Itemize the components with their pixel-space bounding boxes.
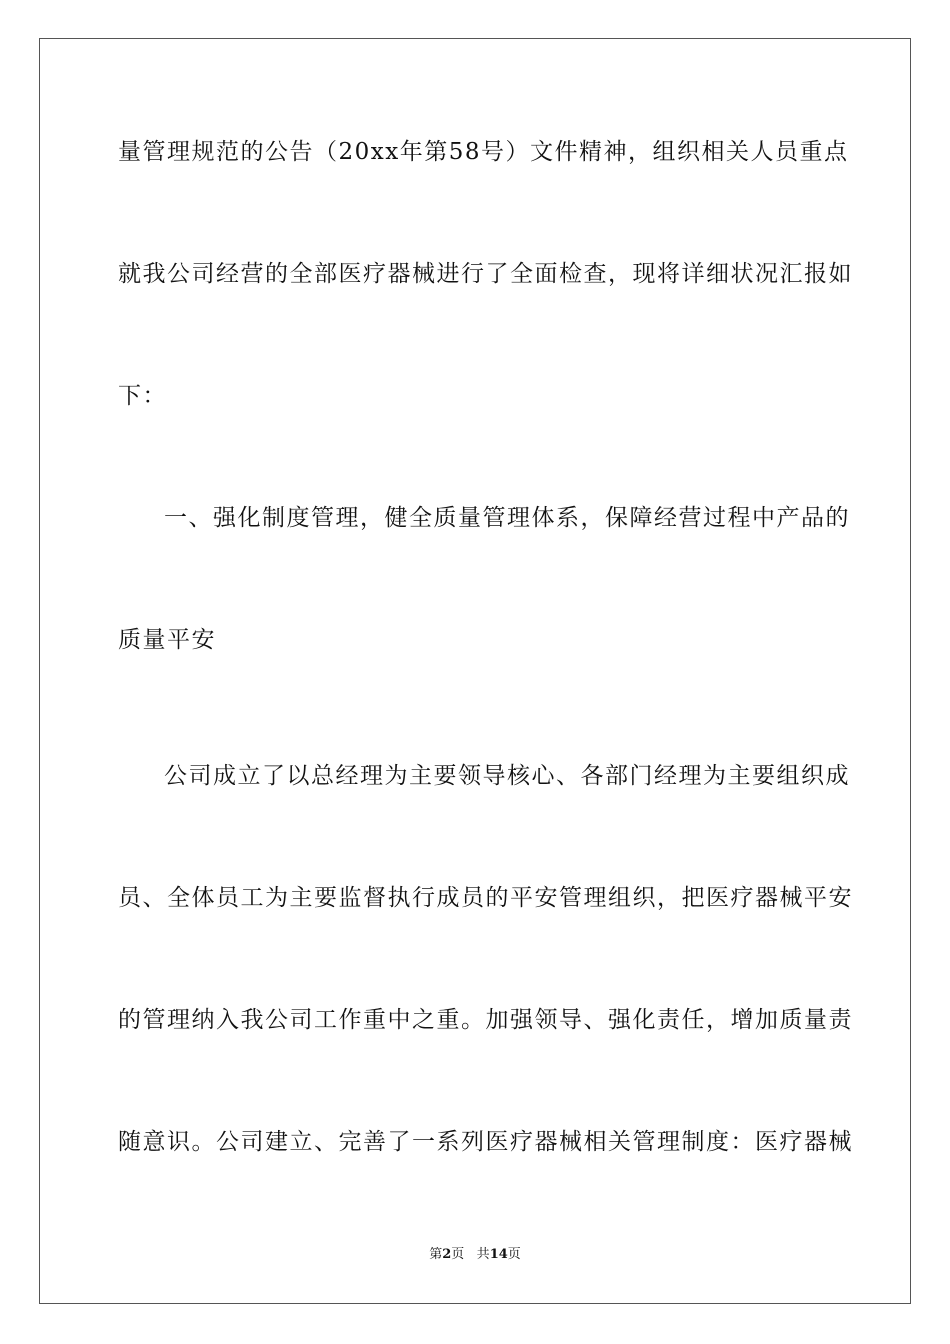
body-line-8: 的管理纳入我公司工作重中之重。加强领导、强化责任，增加质量责 [118,1007,853,1033]
page-footer [0,1246,950,1264]
section-heading-line-2: 质量平安 [118,627,216,653]
footer-page-suffix: 页 [451,1247,465,1262]
body-line-6: 公司成立了以总经理为主要领导核心、各部门经理为主要组织成 [164,763,850,789]
body-line-1: 量管理规范的公告（20xx年第58号）文件精神，组织相关人员重点 [118,139,849,165]
section-heading-line-1: 一、强化制度管理，健全质量管理体系，保障经营过程中产品的 [164,505,850,531]
footer-total-suffix: 页 [507,1247,521,1262]
footer-total-pages: 14 [489,1247,508,1262]
body-line-2: 就我公司经营的全部医疗器械进行了全面检查，现将详细状况汇报如 [118,261,853,287]
body-line-9: 随意识。公司建立、完善了一系列医疗器械相关管理制度：医疗器械 [118,1129,853,1155]
body-line-7: 员、全体员工为主要监督执行成员的平安管理组织，把医疗器械平安 [118,885,853,911]
footer-page-number: 2 [442,1247,452,1262]
body-line-3: 下： [118,383,167,409]
page-border [39,38,911,1304]
footer-page-prefix: 第 [429,1247,443,1262]
footer-total-prefix: 共 [476,1247,490,1262]
